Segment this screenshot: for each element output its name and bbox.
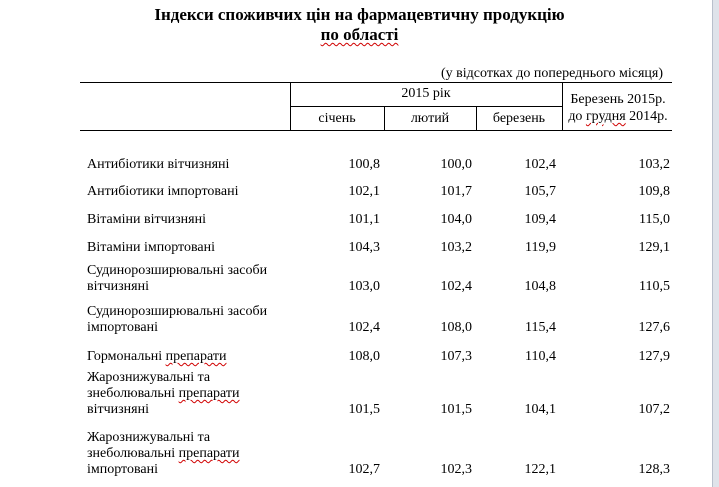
- row-5-name-line1: Судинорозширювальні засоби: [87, 263, 268, 278]
- row-2-mar: 105,7: [524, 184, 556, 199]
- row-6-mar: 115,4: [525, 320, 556, 335]
- row-8-name-word: препарати: [178, 386, 240, 401]
- row-3-jan: 101,1: [348, 212, 380, 227]
- row-2-jan: 102,1: [348, 184, 380, 199]
- row-6-name-line2: імпортовані: [87, 320, 159, 335]
- row-5-mar: 104,8: [524, 279, 556, 294]
- header-month-3: березень: [492, 111, 546, 126]
- row-7-jan: 108,0: [348, 349, 380, 364]
- row-5-feb: 102,4: [440, 279, 472, 294]
- row-6-feb: 108,0: [440, 320, 472, 335]
- header-compare: [562, 91, 674, 125]
- row-9-feb: 102,3: [440, 462, 472, 477]
- row-1-name: Антибіотики вітчизняні: [87, 157, 230, 172]
- row-3-feb: 104,0: [440, 212, 472, 227]
- row-2-feb: 101,7: [440, 184, 472, 199]
- row-1-feb: 100,0: [440, 157, 472, 172]
- page-subtitle: [0, 25, 719, 45]
- row-9-name-line2: знеболювальні препарати: [87, 446, 240, 461]
- row-4-mar: 119,9: [525, 240, 556, 255]
- row-5-jan: 103,0: [348, 279, 380, 294]
- row-9-name: [87, 430, 317, 478]
- row-2-cmp: 109,8: [638, 184, 670, 199]
- row-9-jan: 102,7: [348, 462, 380, 477]
- row-8-jan: 101,5: [348, 402, 380, 417]
- table-top-rule: [80, 82, 672, 83]
- row-9-mar: 122,1: [524, 462, 556, 477]
- header-compare-month: грудня: [585, 109, 626, 124]
- row-2-name: Антибіотики імпортовані: [87, 184, 239, 199]
- row-8-feb: 101,5: [440, 402, 472, 417]
- row-6-jan: 102,4: [348, 320, 380, 335]
- page-title: Індекси споживчих цін на фармацевтичну продукцію: [154, 5, 565, 24]
- row-1-mar: 102,4: [524, 157, 556, 172]
- header-year: 2015 рік: [401, 86, 451, 101]
- row-7-mar: 110,4: [525, 349, 556, 364]
- row-6-name: [87, 304, 317, 336]
- header-compare-line1: Березень 2015р.: [570, 92, 666, 107]
- row-8-name-line2: знеболювальні препарати: [87, 386, 240, 401]
- subtitle-text: по області: [320, 25, 399, 44]
- row-6-cmp: 127,6: [638, 320, 670, 335]
- row-4-cmp: 129,1: [638, 240, 670, 255]
- row-5-name-line2: вітчизняні: [87, 279, 149, 294]
- row-5-cmp: 110,5: [639, 279, 670, 294]
- row-4-feb: 103,2: [440, 240, 472, 255]
- row-5-name: [87, 263, 317, 295]
- row-9-name-line3: імпортовані: [87, 462, 159, 477]
- header-month-2: лютий: [410, 111, 450, 126]
- row-8-name-line3: вітчизняні: [87, 402, 149, 417]
- row-3-cmp: 115,0: [639, 212, 670, 227]
- row-7-name: Гормональні препарати: [87, 349, 227, 364]
- header-bottom-rule: [80, 130, 672, 131]
- header-compare-line2: до грудня 2014р.: [568, 109, 668, 124]
- year-divider-rule: [290, 106, 562, 107]
- row-9-name-word: препарати: [178, 446, 240, 461]
- row-4-jan: 104,3: [348, 240, 380, 255]
- row-7-feb: 107,3: [440, 349, 472, 364]
- units-note: (у відсотках до попереднього місяця): [441, 66, 663, 81]
- row-7-name-word: препарати: [165, 349, 227, 364]
- header-month-1: січень: [318, 111, 356, 126]
- row-8-mar: 104,1: [524, 402, 556, 417]
- row-1-cmp: 103,2: [638, 157, 670, 172]
- row-3-mar: 109,4: [524, 212, 556, 227]
- row-7-cmp: 127,9: [638, 349, 670, 364]
- row-6-name-line1: Судинорозширювальні засоби: [87, 304, 268, 319]
- row-4-name: Вітаміни імпортовані: [87, 240, 215, 255]
- row-8-name: [87, 370, 317, 418]
- row-9-cmp: 128,3: [638, 462, 670, 477]
- window-frame-edge: [712, 0, 719, 487]
- row-8-cmp: 107,2: [638, 402, 670, 417]
- row-3-name: Вітаміни вітчизняні: [87, 212, 206, 227]
- row-1-jan: 100,8: [348, 157, 380, 172]
- row-8-name-line1: Жарознижувальні та: [87, 370, 211, 385]
- row-9-name-line1: Жарознижувальні та: [87, 430, 211, 445]
